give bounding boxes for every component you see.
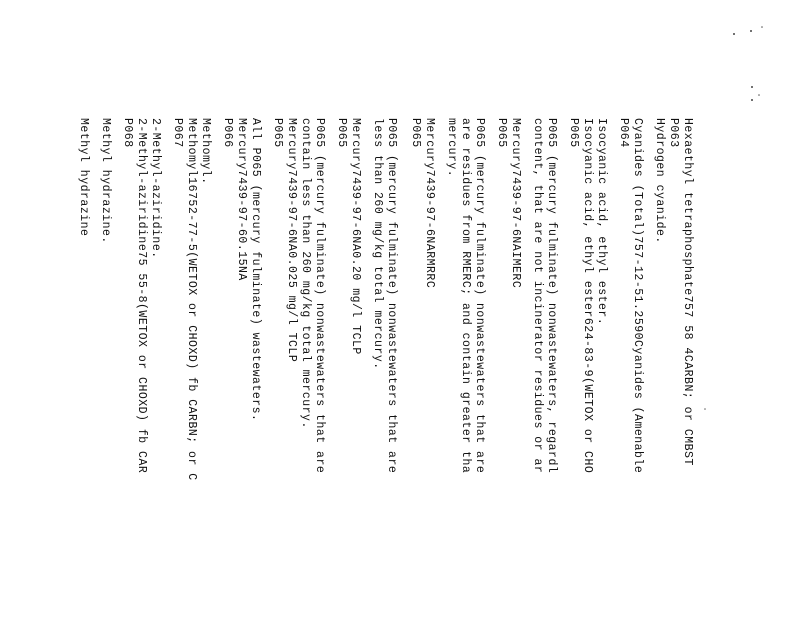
text-line: Isocyanic acid, ethyl ester624-83-9(WETOX or CHO bbox=[581, 118, 594, 474]
text-line: Mercury7439-97-6NAIMERC bbox=[509, 118, 522, 289]
text-line: P066 bbox=[221, 118, 234, 148]
text-line: Hydrogen cyanide. bbox=[653, 118, 666, 244]
text-line: Methomyl. bbox=[199, 118, 212, 185]
text-line: P065 bbox=[271, 118, 284, 148]
text-line: P065 (mercury fulminate) nonwastewaters that are bbox=[385, 118, 398, 474]
text-line: Mercury7439-97-6NA0.025 mg/l TCLP bbox=[285, 118, 298, 363]
text-line: P065 bbox=[409, 118, 422, 148]
text-line: All P065 (mercury fulminate) wastewaters. bbox=[249, 118, 262, 422]
text-line: Isocyanic acid, ethyl ester. bbox=[595, 118, 608, 326]
text-line: P064 bbox=[617, 118, 630, 148]
text-line: P065 (mercury fulminate) nonwastewaters, regardl bbox=[545, 118, 558, 474]
text-line: less than 260 mg/kg total mercury. bbox=[371, 118, 384, 370]
text-line: P063 bbox=[667, 118, 680, 148]
text-line: content, that are not incinerator residues or ar bbox=[531, 118, 544, 474]
text-line: 2-Methyl-aziridine75 55-8(WETOX or CHOXD) fb CAR bbox=[135, 118, 148, 474]
text-line: P065 bbox=[567, 118, 580, 148]
text-line: Mercury7439-97-6NA0.20 mg/l TCLP bbox=[349, 118, 362, 355]
text-line: Methyl hydrazine. bbox=[99, 118, 112, 244]
text-line: are residues from RMERC; and contain greater tha bbox=[459, 118, 472, 474]
text-line: Mercury7439-97-60.15NA bbox=[235, 118, 248, 281]
text-line: 2-Methyl-aziridine. bbox=[149, 118, 162, 259]
text-line: P065 bbox=[335, 118, 348, 148]
text-line: contain less than 260 mg/kg total mercury. bbox=[299, 118, 312, 429]
text-line: Hexaethyl tetraphosphate757 58 4CARBN; or CMBST bbox=[681, 118, 694, 466]
text-line: P068 bbox=[121, 118, 134, 148]
text-line: mercury. bbox=[445, 118, 458, 178]
text-line: P065 (mercury fulminate) nonwastewaters that are bbox=[313, 118, 326, 474]
text-line: P065 (mercury fulminate) nonwastewaters that are bbox=[473, 118, 486, 474]
text-line: Methomyl16752-77-5(WETOX or CHOXD) fb CARBN; or C bbox=[185, 118, 198, 481]
text-line: Mercury7439-97-6NARMRRC bbox=[423, 118, 436, 289]
text-line: Cyanides (Total)757-12-51.2590Cyanides (Amenable bbox=[631, 118, 644, 474]
text-line: Methyl hydrazine bbox=[77, 118, 90, 237]
text-line: P065 bbox=[495, 118, 508, 148]
text-line: P067 bbox=[171, 118, 184, 148]
